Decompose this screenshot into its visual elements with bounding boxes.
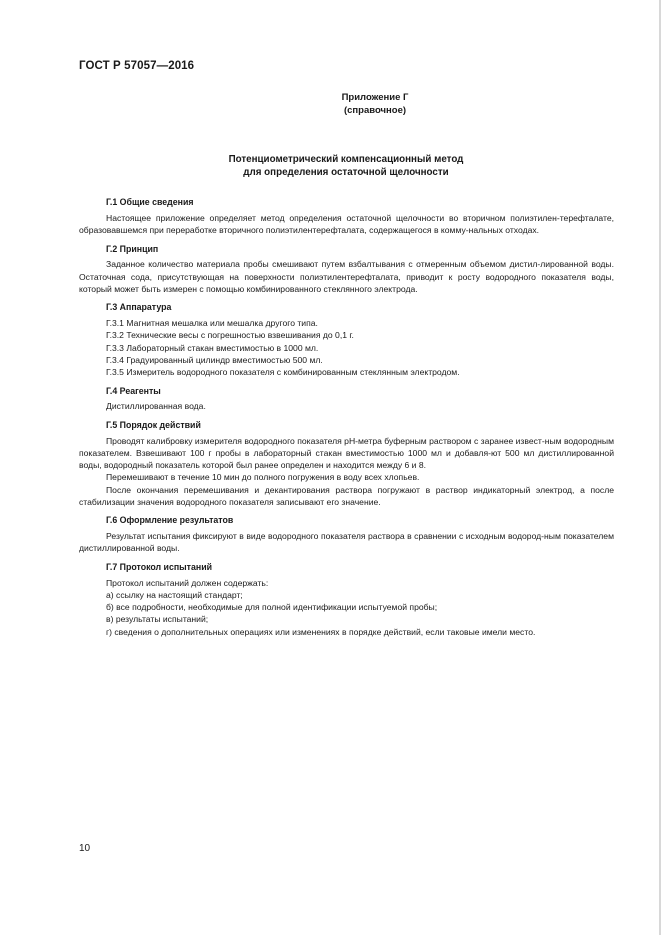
section-title: Г.2 Принцип xyxy=(106,243,159,254)
main-title-line-1: Потенциометрический компенсационный метод xyxy=(228,154,464,165)
section-title: Г.6 Оформление результатов xyxy=(106,515,234,526)
section-title: Г.4 Реагенты xyxy=(106,385,161,396)
section-paragraph: Проводят калибровку измерителя водородного показателя pH-метра буферным раствором с заранее извест-ным водородным показателем. Взвешивают 100 г пробы в лабораторный стакан вместимостью 1000 мл и добавля-ют 500 мл дистиллированной воды, водородный показатель которой был ранее определен и находится между 6 и 8. xyxy=(79,435,615,471)
appendix-status: (справочное) xyxy=(343,105,407,116)
page-number: 10 xyxy=(79,843,91,854)
section-g1 xyxy=(79,196,614,236)
section-title: Г.7 Протокол испытаний xyxy=(106,562,213,573)
apparatus-item: Г.3.2 Технические весы с погрешностью взвешивания до 0,1 г. xyxy=(106,330,354,341)
section-title: Г.3 Аппаратура xyxy=(106,302,172,313)
protocol-line: а) ссылку на настоящий стандарт; xyxy=(106,589,243,600)
section-g6 xyxy=(79,514,614,554)
section-g4 xyxy=(79,385,614,413)
apparatus-item: Г.3.3 Лабораторный стакан вместимостью в 1000 мл. xyxy=(106,342,319,353)
section-paragraph: Заданное количество материала пробы смешивают путем взбалтывания с отмеренным объемом дистил-лированной воды. Остаточная сода, присутствующая на поверхности полиэтилентерефталата, приводит к росту водородного показателя воды, который может быть измерен с помощью комбинированного стеклянного электрода. xyxy=(79,259,614,294)
section-paragraph: Результат испытания фиксируют в виде водородного показателя раствора в сравнении с исходным водород-ным показателем дистиллированной воды. xyxy=(79,531,614,554)
apparatus-item: Г.3.1 Магнитная мешалка или мешалка другого типа. xyxy=(106,318,318,329)
section-paragraph: Перемешивают в течение 10 мин до полного погружения в воду всех хлопьев. xyxy=(106,472,420,483)
section-g5 xyxy=(79,419,614,508)
section-g7 xyxy=(79,561,614,638)
section-paragraph: После окончания перемешивания и декантирования раствора погружают в раствор индикаторный электрод, а после стабилизации значения водородного показателя записывают его значение. xyxy=(79,484,614,507)
section-title: Г.5 Порядок действий xyxy=(106,420,201,431)
document-code: ГОСТ Р 57057—2016 xyxy=(79,60,195,72)
apparatus-item: Г.3.5 Измеритель водородного показателя с комбинированным стеклянным электродом. xyxy=(106,366,460,377)
main-title-line-2: для определения остаточной щелочности xyxy=(243,167,449,178)
section-title: Г.1 Общие сведения xyxy=(106,197,194,207)
section-g2 xyxy=(79,243,614,295)
apparatus-item: Г.3.4 Градуированный цилиндр вместимостью 500 мл. xyxy=(106,354,323,365)
appendix-main-title xyxy=(140,153,552,179)
protocol-line: Протокол испытаний должен содержать: xyxy=(106,577,269,588)
section-paragraph: Настоящее приложение определяет метод определения остаточной щелочности во вторичном полиэтилен-терефталате, образовавшемся при переработке вторичного полиэтилентерефталата, содержащегося в комму-нальных отходах. xyxy=(79,212,614,235)
protocol-line: г) сведения о дополнительных операциях или изменениях в порядке действий, если таковые имели место. xyxy=(106,626,536,637)
section-paragraph: Дистиллированная вода. xyxy=(106,401,206,412)
appendix-heading xyxy=(280,91,470,117)
protocol-line: в) результаты испытаний; xyxy=(106,614,209,625)
appendix-title: Приложение Г xyxy=(341,92,409,103)
appendix-body xyxy=(79,196,614,644)
section-g3 xyxy=(79,301,614,378)
protocol-line: б) все подробности, необходимые для полной идентификации испытуемой пробы; xyxy=(106,602,438,613)
